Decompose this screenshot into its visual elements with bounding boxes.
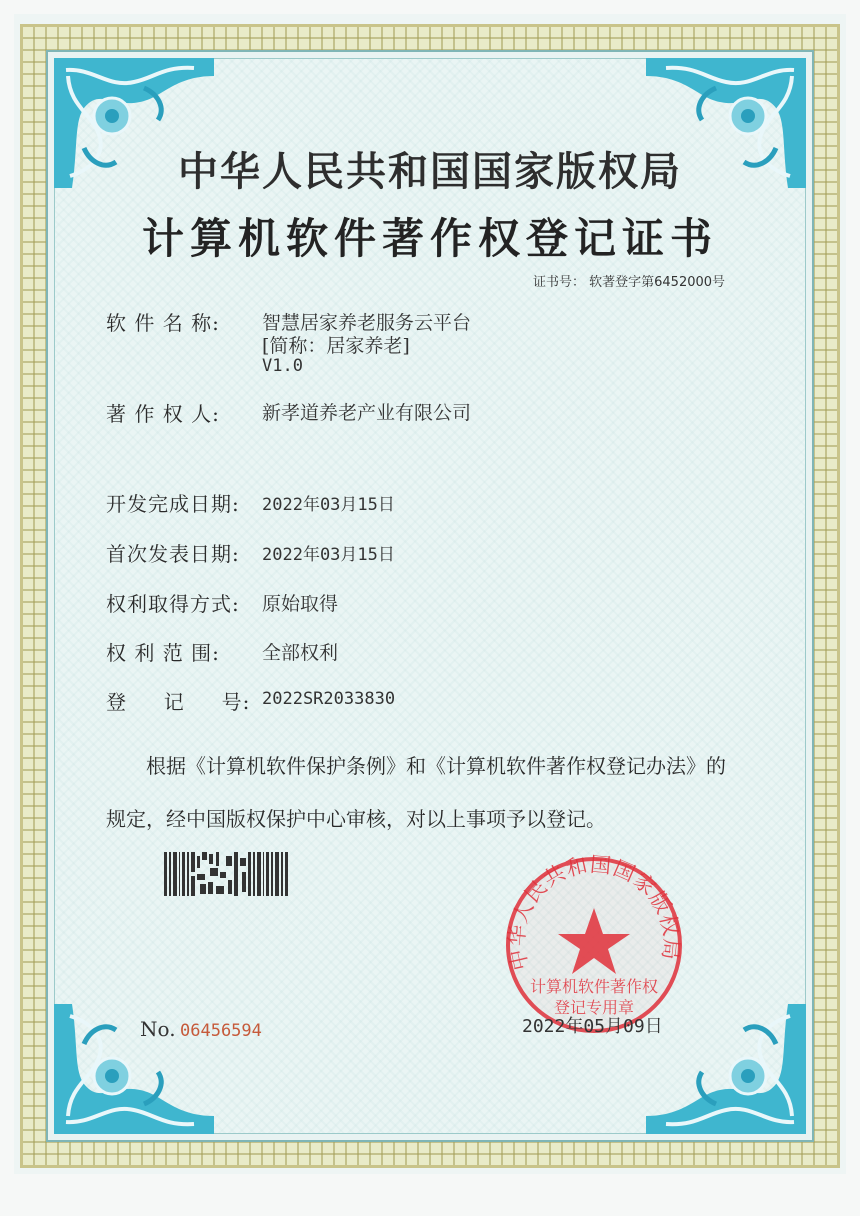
statement-line-2: 规定，经中国版权保护中心审核，对以上事项予以登记。 [106,807,606,831]
certificate-title: 计算机软件著作权登记证书 [141,214,718,263]
dev-date-label: 开发完成日期: [106,492,240,516]
acquire-method-label: 权利取得方式: [106,592,240,616]
seal-outer-text: 中华人民共和国国家版权局 [504,852,684,973]
rights-scope-value: 全部权利 [262,642,339,664]
dev-date-value: 2022年03月15日 [262,495,395,515]
serial-label: No. [140,1017,176,1041]
serial-number: 06456594 [180,1021,262,1041]
issue-date: 2022年05月09日 [522,1016,663,1037]
software-short-name: [简称：居家养老] [262,335,410,357]
barcode [164,852,288,896]
software-name-label: 软 件 名 称: [106,311,220,335]
publish-date-value: 2022年03月15日 [262,545,395,565]
copyright-owner-label: 著 作 权 人: [106,402,220,426]
issuing-authority: 中华人民共和国国家版权局 [178,148,682,195]
software-version: V1.0 [262,356,303,376]
statement-line-1: 根据《计算机软件保护条例》和《计算机软件著作权登记办法》的 [146,754,726,778]
seal-inner-line-1: 计算机软件著作权 [529,977,659,996]
certificate-number: 证书号： 软著登字第6452000号 [533,275,726,290]
registration-number-value: 2022SR2033830 [262,689,396,709]
acquire-method-value: 原始取得 [262,593,339,615]
copyright-owner-value: 新孝道养老产业有限公司 [262,402,472,424]
seal-inner-line-2: 登记专用章 [553,998,635,1017]
rights-scope-label: 权 利 范 围: [106,641,220,665]
publish-date-label: 首次发表日期: [106,542,240,566]
software-name-value: 智慧居家养老服务云平台 [262,312,472,334]
registration-number-label: 登 记 号: [106,690,251,714]
